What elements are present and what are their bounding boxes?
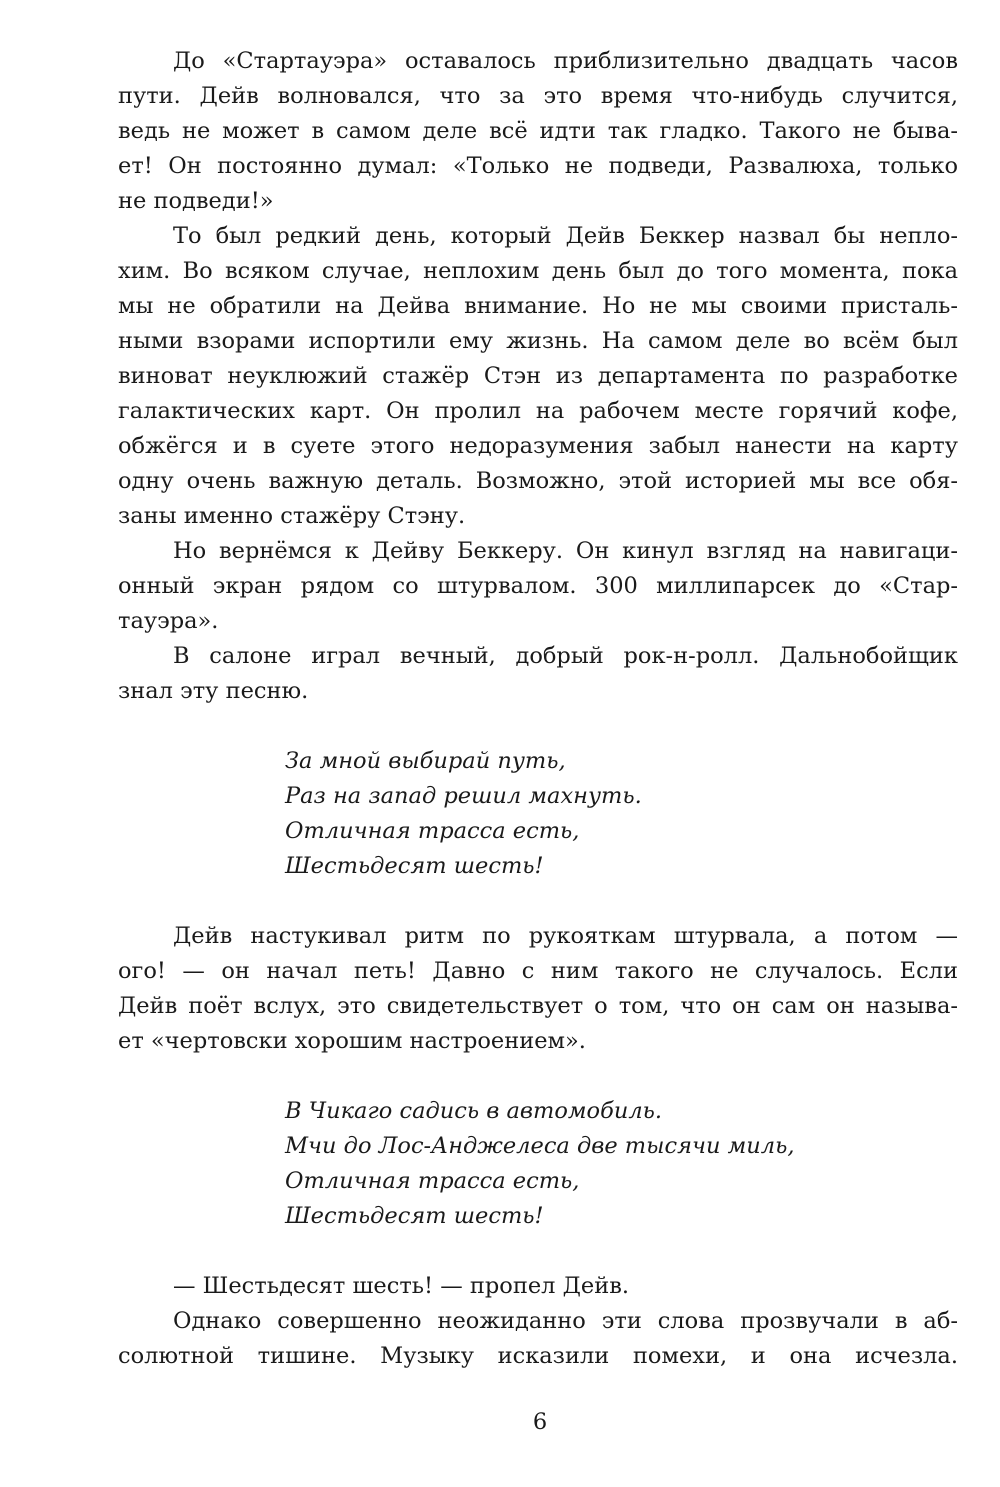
verse-line: Раз на запад решил махнуть. (285, 783, 642, 809)
paragraph (118, 534, 958, 639)
text-line: Однако совершенно неожиданно эти слова прозвучали в аб- (173, 1308, 958, 1334)
verse-line: Шестьдесят шесть! (285, 853, 544, 879)
verse-line: Шестьдесят шесть! (285, 1203, 544, 1229)
text-line: галактических карт. Он пролил на рабочем месте горячий кофе, (118, 398, 958, 424)
paragraph (118, 44, 958, 219)
text-line: мы не обратили на Дейва внимание. Но не мы своими присталь- (118, 293, 958, 319)
text-line: знал эту песню. (118, 678, 309, 704)
paragraph (118, 1269, 958, 1304)
text-line: одну очень важную деталь. Возможно, этой историей мы все обя- (118, 468, 958, 494)
text-line: ными взорами испортили ему жизнь. На самом деле во всём был (118, 328, 958, 354)
text-line: — Шестьдесят шесть! — пропел Дейв. (173, 1273, 630, 1299)
text-line: Дейв настукивал ритм по рукояткам штурвала, а потом — (173, 923, 958, 949)
text-line: До «Стартауэра» оставалось приблизительно двадцать часов (173, 48, 958, 74)
text-line: Но вернёмся к Дейву Беккеру. Он кинул взгляд на навигаци- (173, 538, 958, 564)
verse-line: За мной выбирай путь, (285, 748, 566, 774)
verse-line: Отличная трасса есть, (285, 1168, 580, 1194)
text-line: То был редкий день, который Дейв Беккер назвал бы непло- (173, 223, 958, 249)
verse-line: В Чикаго садись в автомобиль. (285, 1098, 663, 1124)
text-line: В салоне играл вечный, добрый рок-н-ролл. Дальнобойщик (173, 643, 958, 669)
verse-line: Мчи до Лос-Анджелеса две тысячи миль, (285, 1133, 795, 1159)
text-line: ет! Он постоянно думал: «Только не подведи, Развалюха, только (118, 153, 958, 179)
text-line: пути. Дейв волновался, что за это время что-нибудь случится, (118, 83, 958, 109)
text-line: онный экран рядом со штурвалом. 300 миллипарсек до «Стар- (118, 573, 958, 599)
text-line: виноват неуклюжий стажёр Стэн из департамента по разработке (118, 363, 958, 389)
text-line: заны именно стажёру Стэну. (118, 503, 466, 529)
paragraph (118, 919, 958, 1059)
book-page-text (118, 44, 958, 1374)
page-number: 6 (532, 1409, 548, 1435)
paragraph (118, 1304, 958, 1374)
paragraph (118, 639, 958, 709)
text-line: тауэра». (118, 608, 219, 634)
song-verse (118, 744, 958, 884)
text-line: ет «чертовски хорошим настроением». (118, 1028, 586, 1054)
text-line: Дейв поёт вслух, это свидетельствует о том, что он сам он называ- (118, 993, 958, 1019)
text-line: ого! — он начал петь! Давно с ним такого не случалось. Если (118, 958, 958, 984)
text-line: обжёгся и в суете этого недоразумения забыл нанести на карту (118, 433, 958, 459)
song-verse (118, 1094, 958, 1234)
text-line: ведь не может в самом деле всё идти так гладко. Такого не быва- (118, 118, 958, 144)
verse-line: Отличная трасса есть, (285, 818, 580, 844)
text-line: солютной тишине. Музыку исказили помехи, и она исчезла. (118, 1343, 958, 1369)
paragraph (118, 219, 958, 534)
text-line: хим. Во всяком случае, неплохим день был до того момента, пока (118, 258, 958, 284)
text-line: не подведи!» (118, 188, 274, 214)
